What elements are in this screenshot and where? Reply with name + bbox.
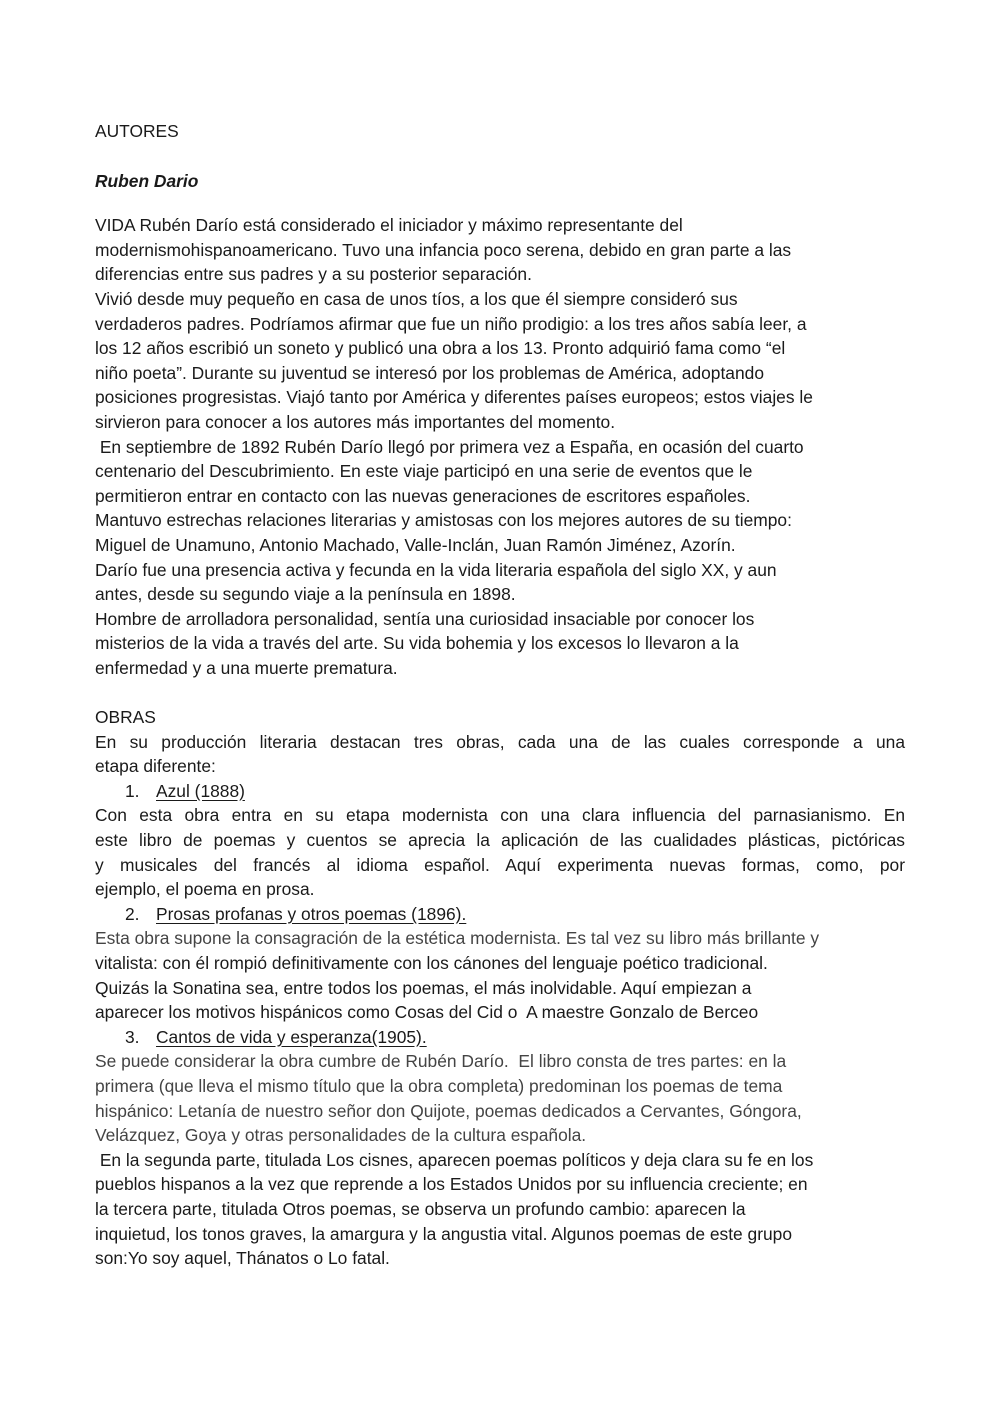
text-line: Mantuvo estrechas relaciones literarias y amistosas con los mejores autores de su tiempo:: [95, 510, 792, 531]
text-line: vitalista: con él rompió definitivamente con los cánones del lenguaje poético tradicional.: [95, 953, 768, 973]
text-line: En septiembre de 1892 Rubén Darío llegó por primera vez a España, en ocasión del cuarto: [95, 436, 804, 457]
text-line: Miguel de Unamuno, Antonio Machado, Valle-Inclán, Juan Ramón Jiménez, Azorín.: [95, 534, 736, 555]
text-line: Se puede considerar la obra cumbre de Rubén Darío. El libro consta de tres partes: en la: [95, 1051, 787, 1072]
text-line: la tercera parte, titulada Otros poemas, se observa un profundo cambio: aparecen la: [95, 1198, 746, 1219]
text-line: En su producción literaria destacan tres obras, cada una de las cuales corresponde a una: [95, 731, 905, 752]
text-line: Quizás la Sonatina sea, entre todos los poemas, el más inolvidable. Aquí empiezan a: [95, 977, 752, 998]
work-list-item: [95, 902, 905, 927]
section-heading-autores: AUTORES: [95, 121, 179, 141]
work-title: Prosas profanas y otros poemas (1896).: [156, 903, 467, 924]
author-heading: Ruben Dario: [95, 170, 199, 191]
work-list-item: [95, 779, 905, 804]
text-line: Vivió desde muy pequeño en casa de unos tíos, a los que él siempre consideró sus: [95, 288, 738, 309]
text-line: hispánico: Letanía de nuestro señor don Quijote, poemas dedicados a Cervantes, Góngora,: [95, 1100, 802, 1121]
text-line: verdaderos padres. Podríamos afirmar que fue un niño prodigio: a los tres años sabía leer, a: [95, 313, 807, 334]
document-body: [95, 119, 905, 1271]
text-line: aparecer los motivos hispánicos como Cosas del Cid o A maestre Gonzalo de Berceo: [95, 1002, 759, 1023]
list-number: 2.: [125, 903, 140, 924]
text-line: ejemplo, el poema en prosa.: [95, 879, 315, 900]
list-number: 1.: [125, 780, 140, 801]
text-line: diferencias entre sus padres y a su posterior separación.: [95, 264, 532, 285]
text-line: niño poeta”. Durante su juventud se interesó por los problemas de América, adoptando: [95, 362, 764, 383]
text-line: los 12 años escribió un soneto y publicó una obra a los 13. Pronto adquirió fama como “el: [95, 338, 786, 359]
text-line: Esta obra supone la consagración de la estética modernista. Es tal vez su libro más brillante y: [95, 928, 820, 949]
work-title: Cantos de vida y esperanza(1905).: [156, 1026, 427, 1047]
text-line: Hombre de arrolladora personalidad, sentía una curiosidad insaciable por conocer los: [95, 608, 755, 629]
text-line: enfermedad y a una muerte prematura.: [95, 657, 398, 678]
text-line: posiciones progresistas. Viajó tanto por América y diferentes países europeos; estos viajes le: [95, 387, 813, 408]
text-line: modernismohispanoamericano. Tuvo una infancia poco serena, debido en gran parte a las: [95, 239, 792, 260]
text-line: Con esta obra entra en su etapa modernista con una clara influencia del parnasianismo. En: [95, 805, 905, 826]
text-line: este libro de poemas y cuentos se aprecia la aplicación de las cualidades plásticas, pictóricas: [95, 830, 905, 851]
text-line: centenario del Descubrimiento. En este viaje participó en una serie de eventos que le: [95, 461, 753, 482]
text-line: En la segunda parte, titulada Los cisnes, aparecen poemas políticos y deja clara su fe en los: [95, 1149, 814, 1170]
text-line: y musicales del francés al idioma español. Aquí experimenta nuevas formas, como, por: [95, 854, 905, 875]
list-number: 3.: [125, 1026, 140, 1047]
text-line: etapa diferente:: [95, 756, 216, 777]
text-line: primera (que lleva el mismo título que la obra completa) predominan los poemas de tema: [95, 1075, 783, 1096]
text-line: VIDA Rubén Darío está considerado el iniciador y máximo representante del: [95, 215, 683, 236]
text-line: misterios de la vida a través del arte. Su vida bohemia y los excesos lo llevaron a la: [95, 633, 739, 654]
text-line: pueblos hispanos a la vez que reprende a los Estados Unidos por su influencia creciente; en: [95, 1174, 808, 1195]
text-line: inquietud, los tonos graves, la amargura y la angustia vital. Algunos poemas de este grupo: [95, 1223, 793, 1244]
section-heading-obras: OBRAS: [95, 707, 156, 728]
work-title: Azul (1888): [156, 780, 245, 801]
text-line: Darío fue una presencia activa y fecunda en la vida literaria española del siglo XX, y aun: [95, 559, 777, 580]
work-list-item: [95, 1025, 905, 1050]
vida-paragraph: [95, 213, 905, 680]
text-line: Velázquez, Goya y otras personalidades de la cultura española.: [95, 1125, 587, 1146]
text-line: antes, desde su segundo viaje a la península en 1898.: [95, 584, 516, 605]
text-line: sirvieron para conocer a los autores más importantes del momento.: [95, 411, 616, 432]
text-line: son:Yo soy aquel, Thánatos o Lo fatal.: [95, 1248, 390, 1269]
text-line: permitieron entrar en contacto con las nuevas generaciones de escritores españoles.: [95, 485, 751, 506]
